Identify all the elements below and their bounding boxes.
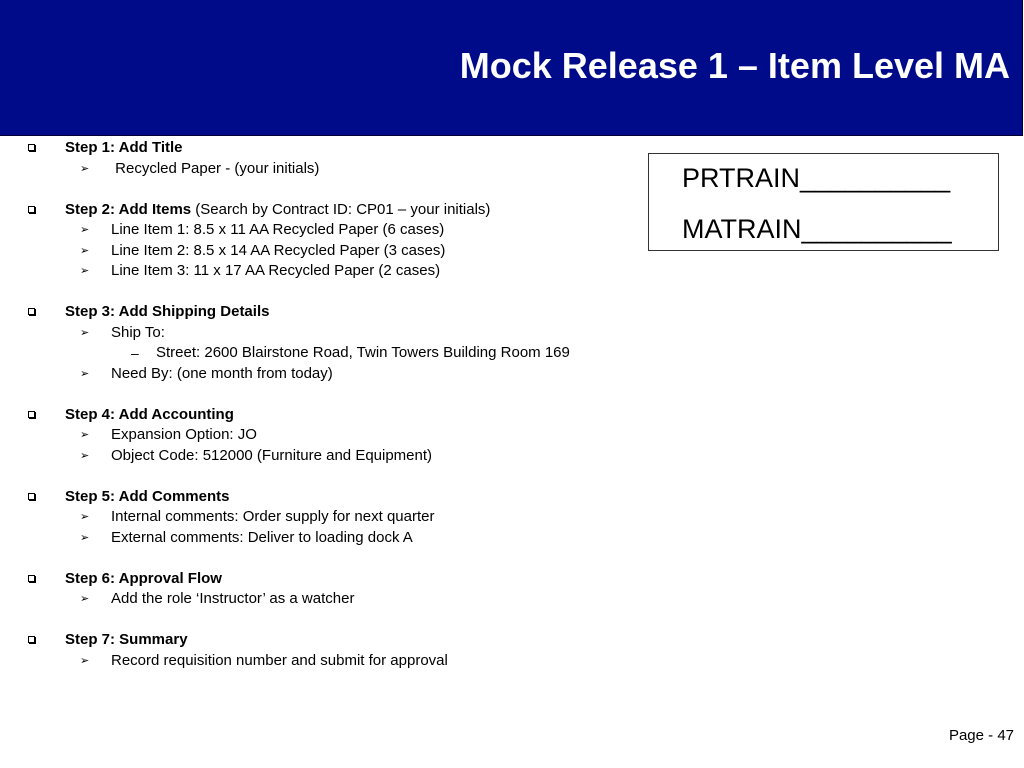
step-label: Step 4: Add Accounting [65,405,234,423]
arrow-bullet-icon: ➢ [80,244,90,257]
step-heading [65,302,269,322]
step-heading [65,405,234,425]
step-heading [65,200,490,220]
step-item [80,220,445,240]
step-item-text: Expansion Option: JO [111,426,257,443]
step-subitem-text: Street: 2600 Blairstone Road, Twin Towers Building Room 169 [156,344,570,361]
step-item-text: Recycled Paper - (your initials) [111,159,320,177]
arrow-bullet-icon: ➢ [80,326,90,339]
checkbox-bullet-icon [28,411,35,418]
step-item-text: Line Item 2: 8.5 x 14 AA Recycled Paper (3 cases) [111,241,446,259]
checkbox-bullet-icon [28,206,35,213]
prtrain-line: PRTRAIN__________ [682,163,951,193]
step-item [80,651,448,671]
checkbox-bullet-icon [28,575,35,582]
step-heading [65,487,229,507]
step-label: Step 6: Approval Flow [65,569,222,587]
checkbox-bullet-icon [28,308,35,315]
step-heading [65,569,222,589]
step-item [80,364,333,384]
step-item [80,528,413,548]
step-item [80,323,165,343]
step-item-text: Line Item 3: 11 x 17 AA Recycled Paper (2 cases) [111,262,441,279]
step-heading [65,138,183,158]
step-note: (Search by Contract ID: CP01 – your initials) [191,200,491,218]
step-item [80,241,446,261]
step-item-text: External comments: Deliver to loading dock A [111,528,413,546]
checkbox-bullet-icon [28,144,35,151]
step-item-text: Object Code: 512000 (Furniture and Equipment) [111,446,433,464]
step-label: Step 2: Add Items [65,200,192,218]
arrow-bullet-icon: ➢ [80,654,90,667]
page-number: Page - 47 [948,727,1014,744]
step-item [80,425,257,445]
step-item-text: Internal comments: Order supply for next quarter [111,508,435,525]
arrow-bullet-icon: ➢ [80,593,90,605]
step-heading [65,630,188,650]
arrow-bullet-icon: ➢ [80,224,90,236]
step-label: Step 3: Add Shipping Details [65,303,270,320]
arrow-bullet-icon: ➢ [80,511,90,523]
dash-bullet-icon: – [131,345,139,361]
step-item [80,261,441,281]
step-item [80,446,433,466]
step-subitem [131,343,570,363]
slide-title: Mock Release 1 – Item Level MA [459,45,1010,86]
step-item-text: Need By: (one month from today) [111,364,333,382]
step-label: Step 5: Add Comments [65,487,230,505]
step-item-text: Line Item 1: 8.5 x 11 AA Recycled Paper (6 cases) [111,221,445,238]
checkbox-bullet-icon [28,493,35,500]
step-label: Step 1: Add Title [65,139,183,156]
checkbox-bullet-icon [28,636,35,643]
step-item-text: Ship To: [111,323,165,341]
title-banner [0,0,1023,136]
arrow-bullet-icon: ➢ [80,265,90,277]
step-item [80,589,355,609]
step-label: Step 7: Summary [65,631,188,648]
arrow-bullet-icon: ➢ [80,162,90,175]
matrain-line: MATRAIN__________ [682,214,952,244]
step-item [80,507,435,527]
arrow-bullet-icon: ➢ [80,429,90,441]
step-item-text: Record requisition number and submit for approval [111,651,448,669]
step-item-text: Add the role ‘Instructor’ as a watcher [111,590,355,607]
training-id-box [648,153,999,251]
arrow-bullet-icon: ➢ [80,449,90,462]
step-item [80,159,320,179]
arrow-bullet-icon: ➢ [80,367,90,380]
arrow-bullet-icon: ➢ [80,531,90,544]
